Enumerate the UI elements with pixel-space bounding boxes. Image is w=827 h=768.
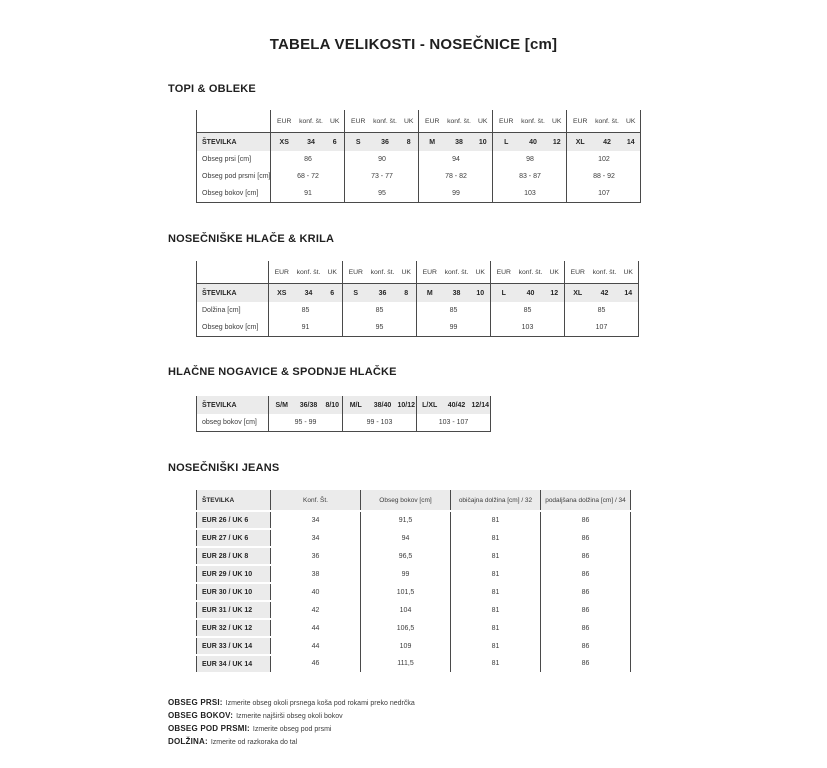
value-cell: 81 bbox=[451, 529, 541, 547]
value-cell: 34 bbox=[271, 529, 361, 547]
section-pants-skirts bbox=[168, 233, 827, 337]
size-table bbox=[196, 490, 631, 672]
value-cell: 81 bbox=[451, 565, 541, 583]
note-text: Izmerite najširši obseg okoli bokov bbox=[236, 713, 343, 720]
size-cell: 14 bbox=[621, 133, 641, 152]
value-cell: 102 bbox=[567, 151, 641, 168]
size-cell: 8/10 bbox=[323, 396, 343, 414]
row-label-cell: Obseg pod prsmi [cm] bbox=[197, 168, 271, 185]
value-cell: 86 bbox=[541, 655, 631, 672]
value-cell: 85 bbox=[491, 302, 565, 319]
row-label-cell: EUR 33 / UK 14 bbox=[197, 637, 271, 655]
column-header-cell: UK bbox=[399, 110, 419, 133]
size-cell: 38 bbox=[443, 284, 471, 303]
value-cell: 85 bbox=[269, 302, 343, 319]
column-header-cell: EUR bbox=[419, 110, 445, 133]
row-label-cell: EUR 27 / UK 6 bbox=[197, 529, 271, 547]
size-table bbox=[196, 261, 639, 337]
table-row bbox=[197, 319, 639, 337]
column-header-cell: EUR bbox=[567, 110, 593, 133]
column-header-cell: konf. št. bbox=[591, 261, 619, 284]
size-cell: 40 bbox=[517, 284, 545, 303]
value-cell: 85 bbox=[417, 302, 491, 319]
column-header-cell: ŠTEVILKA bbox=[197, 490, 271, 511]
value-cell: 81 bbox=[451, 511, 541, 529]
size-cell: XL bbox=[565, 284, 591, 303]
table-row bbox=[197, 185, 641, 203]
column-header-cell: EUR bbox=[271, 110, 297, 133]
size-cell: XL bbox=[567, 133, 593, 152]
table-row bbox=[197, 511, 631, 529]
note-label: OBSEG BOKOV: bbox=[168, 711, 234, 720]
column-header-cell: podaljšana dolžina [cm] / 34 bbox=[541, 490, 631, 511]
value-cell: 106,5 bbox=[361, 619, 451, 637]
value-cell: 81 bbox=[451, 655, 541, 672]
value-cell: 98 bbox=[493, 151, 567, 168]
note-text: Izmerite obseg pod prsmi bbox=[252, 726, 332, 733]
note-line bbox=[168, 696, 827, 709]
column-header-cell: UK bbox=[473, 110, 493, 133]
size-cell: 36/38 bbox=[295, 396, 323, 414]
size-cell: 38 bbox=[445, 133, 473, 152]
size-table bbox=[196, 110, 641, 203]
column-header-cell: konf. št. bbox=[295, 261, 323, 284]
size-cell: 10 bbox=[473, 133, 493, 152]
table-row bbox=[197, 637, 631, 655]
column-header-cell: UK bbox=[619, 261, 639, 284]
size-cell: 6 bbox=[325, 133, 345, 152]
value-cell: 42 bbox=[271, 601, 361, 619]
note-line bbox=[168, 735, 827, 748]
section-heading: HLAČNE NOGAVICE & SPODNJE HLAČKE bbox=[168, 366, 397, 378]
size-cell: S bbox=[345, 133, 371, 152]
value-cell: 90 bbox=[345, 151, 419, 168]
value-cell: 46 bbox=[271, 655, 361, 672]
row-label-cell: Obseg bokov [cm] bbox=[197, 185, 271, 203]
table-row bbox=[197, 583, 631, 601]
value-cell: 86 bbox=[541, 637, 631, 655]
size-cell: 38/40 bbox=[369, 396, 397, 414]
size-row-label: ŠTEVILKA bbox=[197, 284, 269, 303]
size-cell: XS bbox=[271, 133, 297, 152]
value-cell: 95 - 99 bbox=[269, 414, 343, 432]
value-cell: 85 bbox=[565, 302, 639, 319]
value-cell: 86 bbox=[541, 511, 631, 529]
value-cell: 94 bbox=[361, 529, 451, 547]
table-row bbox=[197, 151, 641, 168]
column-header-cell: običajna dolžina [cm] / 32 bbox=[451, 490, 541, 511]
value-cell: 96,5 bbox=[361, 547, 451, 565]
size-cell: S/M bbox=[269, 396, 295, 414]
size-table-pants bbox=[196, 261, 827, 337]
value-cell: 81 bbox=[451, 583, 541, 601]
value-cell: 86 bbox=[541, 601, 631, 619]
column-header-cell: EUR bbox=[493, 110, 519, 133]
size-cell: 42 bbox=[591, 284, 619, 303]
empty-header-cell bbox=[197, 110, 271, 133]
measurement-notes bbox=[168, 696, 827, 748]
value-cell: 91 bbox=[269, 319, 343, 337]
size-cell: L bbox=[491, 284, 517, 303]
value-cell: 107 bbox=[567, 185, 641, 203]
section-tops-dresses bbox=[168, 83, 827, 203]
row-label-cell: EUR 31 / UK 12 bbox=[197, 601, 271, 619]
row-label-cell: EUR 28 / UK 8 bbox=[197, 547, 271, 565]
column-header-cell: UK bbox=[397, 261, 417, 284]
column-header-cell: UK bbox=[621, 110, 641, 133]
section-heading: NOSEČNIŠKI JEANS bbox=[168, 462, 280, 474]
value-cell: 36 bbox=[271, 547, 361, 565]
value-cell: 81 bbox=[451, 637, 541, 655]
size-row bbox=[197, 396, 491, 414]
note-text: Izmerite obseg okoli prsnega koša pod rokami preko nedrčka bbox=[225, 700, 415, 707]
table-header-row bbox=[197, 490, 631, 511]
table-row bbox=[197, 601, 631, 619]
column-header-cell: UK bbox=[323, 261, 343, 284]
size-row bbox=[197, 284, 639, 303]
row-label-cell: Obseg bokov [cm] bbox=[197, 319, 269, 337]
value-cell: 73 - 77 bbox=[345, 168, 419, 185]
note-label: OBSEG PRSI: bbox=[168, 698, 223, 707]
size-cell: M bbox=[417, 284, 443, 303]
value-cell: 103 bbox=[493, 185, 567, 203]
table-header-row bbox=[197, 110, 641, 133]
page-title: TABELA VELIKOSTI - NOSEČNICE [cm] bbox=[269, 36, 558, 53]
value-cell: 86 bbox=[541, 565, 631, 583]
value-cell: 81 bbox=[451, 547, 541, 565]
value-cell: 99 - 103 bbox=[343, 414, 417, 432]
size-cell: XS bbox=[269, 284, 295, 303]
value-cell: 81 bbox=[451, 601, 541, 619]
column-header-cell: konf. št. bbox=[297, 110, 325, 133]
table-row bbox=[197, 619, 631, 637]
row-label-cell: EUR 32 / UK 12 bbox=[197, 619, 271, 637]
value-cell: 34 bbox=[271, 511, 361, 529]
value-cell: 99 bbox=[417, 319, 491, 337]
section-tights-underwear bbox=[168, 366, 827, 432]
column-header-cell: konf. št. bbox=[593, 110, 621, 133]
value-cell: 104 bbox=[361, 601, 451, 619]
note-label: DOLŽINA: bbox=[168, 737, 208, 746]
value-cell: 107 bbox=[565, 319, 639, 337]
size-cell: 12/14 bbox=[471, 396, 491, 414]
value-cell: 99 bbox=[361, 565, 451, 583]
size-cell: 34 bbox=[297, 133, 325, 152]
value-cell: 68 - 72 bbox=[271, 168, 345, 185]
value-cell: 44 bbox=[271, 637, 361, 655]
column-header-cell: konf. št. bbox=[519, 110, 547, 133]
value-cell: 99 bbox=[419, 185, 493, 203]
note-label: OBSEG POD PRSMI: bbox=[168, 724, 250, 733]
row-label-cell: EUR 30 / UK 10 bbox=[197, 583, 271, 601]
value-cell: 86 bbox=[541, 529, 631, 547]
row-label-cell: Obseg prsi [cm] bbox=[197, 151, 271, 168]
section-heading: NOSEČNIŠKE HLAČE & KRILA bbox=[168, 233, 335, 245]
table-row bbox=[197, 414, 491, 432]
value-cell: 86 bbox=[541, 619, 631, 637]
size-table-tops bbox=[196, 110, 827, 203]
value-cell: 91 bbox=[271, 185, 345, 203]
note-text: Izmerite od razkoraka do tal bbox=[210, 739, 298, 746]
row-label-cell: obseg bokov [cm] bbox=[197, 414, 269, 432]
empty-header-cell bbox=[197, 261, 269, 284]
size-row-label: ŠTEVILKA bbox=[197, 133, 271, 152]
column-header-cell: Obseg bokov [cm] bbox=[361, 490, 451, 511]
column-header-cell: EUR bbox=[345, 110, 371, 133]
value-cell: 81 bbox=[451, 619, 541, 637]
size-table-tights bbox=[196, 396, 827, 432]
table-row bbox=[197, 565, 631, 583]
size-cell: 42 bbox=[593, 133, 621, 152]
column-header-cell: EUR bbox=[343, 261, 369, 284]
note-line bbox=[168, 722, 827, 735]
value-cell: 85 bbox=[343, 302, 417, 319]
value-cell: 95 bbox=[343, 319, 417, 337]
column-header-cell: EUR bbox=[269, 261, 295, 284]
table-row bbox=[197, 547, 631, 565]
table-row bbox=[197, 655, 631, 672]
size-cell: 10/12 bbox=[397, 396, 417, 414]
value-cell: 83 - 87 bbox=[493, 168, 567, 185]
value-cell: 91,5 bbox=[361, 511, 451, 529]
value-cell: 103 - 107 bbox=[417, 414, 491, 432]
value-cell: 111,5 bbox=[361, 655, 451, 672]
size-row bbox=[197, 133, 641, 152]
size-cell: 34 bbox=[295, 284, 323, 303]
value-cell: 95 bbox=[345, 185, 419, 203]
table-row bbox=[197, 168, 641, 185]
row-label-cell: EUR 26 / UK 6 bbox=[197, 511, 271, 529]
size-cell: M/L bbox=[343, 396, 369, 414]
value-cell: 40 bbox=[271, 583, 361, 601]
column-header-cell: EUR bbox=[417, 261, 443, 284]
column-header-cell: konf. št. bbox=[369, 261, 397, 284]
value-cell: 38 bbox=[271, 565, 361, 583]
size-table-jeans bbox=[196, 490, 827, 672]
size-cell: 36 bbox=[371, 133, 399, 152]
size-cell: L/XL bbox=[417, 396, 443, 414]
size-cell: M bbox=[419, 133, 445, 152]
value-cell: 44 bbox=[271, 619, 361, 637]
table-row bbox=[197, 302, 639, 319]
value-cell: 86 bbox=[541, 583, 631, 601]
column-header-cell: UK bbox=[547, 110, 567, 133]
size-cell: 10 bbox=[471, 284, 491, 303]
value-cell: 86 bbox=[271, 151, 345, 168]
size-cell: 8 bbox=[399, 133, 419, 152]
size-cell: 8 bbox=[397, 284, 417, 303]
value-cell: 101,5 bbox=[361, 583, 451, 601]
column-header-cell: UK bbox=[545, 261, 565, 284]
note-line bbox=[168, 709, 827, 722]
value-cell: 78 - 82 bbox=[419, 168, 493, 185]
value-cell: 88 - 92 bbox=[567, 168, 641, 185]
column-header-cell: EUR bbox=[491, 261, 517, 284]
value-cell: 86 bbox=[541, 547, 631, 565]
column-header-cell: Konf. Št. bbox=[271, 490, 361, 511]
column-header-cell: konf. št. bbox=[371, 110, 399, 133]
size-cell: 12 bbox=[545, 284, 565, 303]
column-header-cell: konf. št. bbox=[445, 110, 473, 133]
size-cell: L bbox=[493, 133, 519, 152]
value-cell: 109 bbox=[361, 637, 451, 655]
table-row bbox=[197, 529, 631, 547]
value-cell: 94 bbox=[419, 151, 493, 168]
size-cell: 40 bbox=[519, 133, 547, 152]
size-row-label: ŠTEVILKA bbox=[197, 396, 269, 414]
size-table bbox=[196, 396, 491, 432]
column-header-cell: UK bbox=[471, 261, 491, 284]
size-cell: S bbox=[343, 284, 369, 303]
column-header-cell: UK bbox=[325, 110, 345, 133]
size-cell: 40/42 bbox=[443, 396, 471, 414]
column-header-cell: konf. št. bbox=[443, 261, 471, 284]
section-jeans bbox=[168, 462, 827, 672]
row-label-cell: EUR 34 / UK 14 bbox=[197, 655, 271, 672]
column-header-cell: konf. št. bbox=[517, 261, 545, 284]
row-label-cell: Dolžina [cm] bbox=[197, 302, 269, 319]
size-cell: 36 bbox=[369, 284, 397, 303]
size-cell: 6 bbox=[323, 284, 343, 303]
column-header-cell: EUR bbox=[565, 261, 591, 284]
row-label-cell: EUR 29 / UK 10 bbox=[197, 565, 271, 583]
size-cell: 12 bbox=[547, 133, 567, 152]
section-heading: TOPI & OBLEKE bbox=[168, 83, 256, 95]
value-cell: 103 bbox=[491, 319, 565, 337]
size-cell: 14 bbox=[619, 284, 639, 303]
table-header-row bbox=[197, 261, 639, 284]
